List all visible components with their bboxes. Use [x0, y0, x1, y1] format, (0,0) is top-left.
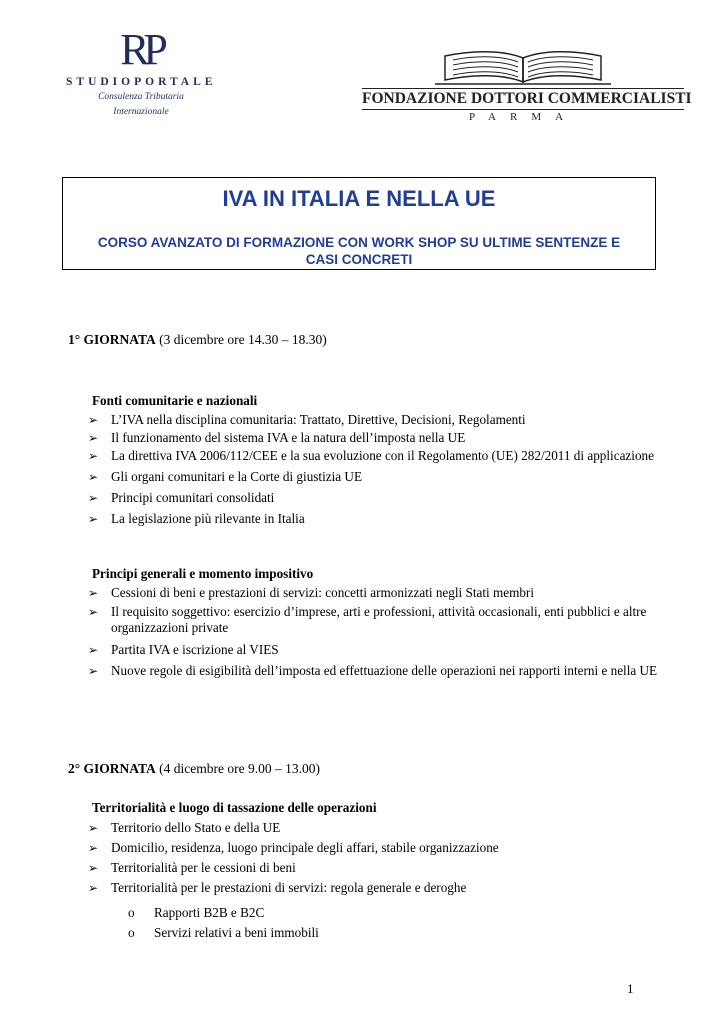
- list-item: ➢ Territorialità per le cessioni di beni: [88, 860, 296, 875]
- day2-heading: [68, 761, 320, 777]
- arrow-bullet-icon: ➢: [88, 841, 99, 855]
- main-title: IVA IN ITALIA E NELLA UE: [222, 186, 496, 211]
- list-item: ➢ Gli organi comunitari e la Corte di giustizia UE: [88, 469, 362, 484]
- fondazione-name: FONDAZIONE DOTTORI COMMERCIALISTI: [362, 88, 684, 110]
- sub-bullet-list: [128, 905, 319, 941]
- studioportale-logo: [66, 25, 217, 118]
- studioportale-sub2: Internazionale: [113, 107, 169, 117]
- arrow-bullet-icon: ➢: [88, 512, 99, 526]
- list-item: ➢ Principi comunitari consolidati: [88, 490, 275, 505]
- list-item: ➢ Partita IVA e iscrizione al VIES: [88, 642, 279, 657]
- list-item: ➢ Domicilio, residenza, luogo principale degli affari, stabile organizzazione: [88, 840, 499, 855]
- section-title: Territorialità e luogo di tassazione delle operazioni: [92, 800, 377, 815]
- list-item: ➢ Il funzionamento del sistema IVA e la natura dell’imposta nella UE: [88, 430, 466, 445]
- studioportale-name: STUDIOPORTALE: [66, 76, 217, 88]
- open-book-icon: [423, 50, 623, 86]
- list-item: ➢ La legislazione più rilevante in Italia: [88, 511, 305, 526]
- sub-list-item: o Rapporti B2B e B2C: [128, 905, 265, 920]
- list-item: ➢ La direttiva IVA 2006/112/CEE e la sua evoluzione con il Regolamento (UE) 282/2011 di applicazione: [88, 448, 654, 463]
- arrow-bullet-icon: ➢: [88, 861, 99, 875]
- arrow-bullet-icon: ➢: [88, 605, 99, 619]
- day1-when: (3 dicembre ore 14.30 – 18.30): [159, 332, 327, 347]
- list-item: ➢ Cessioni di beni e prestazioni di servizi: concetti armonizzati negli Stati membri: [88, 585, 534, 600]
- sub-title: CORSO AVANZATO DI FORMAZIONE CON WORK SHOP SU ULTIME SENTENZE E CASI CONCRETI: [97, 235, 621, 267]
- arrow-bullet-icon: ➢: [88, 413, 99, 427]
- arrow-bullet-icon: ➢: [88, 664, 99, 678]
- page-number: 1: [627, 981, 634, 996]
- circle-bullet-icon: o: [128, 905, 135, 920]
- list-item: ➢ L’IVA nella disciplina comunitaria: Trattato, Direttive, Decisioni, Regolamenti: [88, 412, 526, 427]
- fondazione-logo: [362, 50, 692, 123]
- list-item: ➢ Territorialità per le prestazioni di servizi: regola generale e deroghe: [88, 880, 467, 895]
- list-item: ➢ Nuove regole di esigibilità dell’imposta ed effettuazione delle operazioni nei rapporti interni e nella UE: [88, 663, 658, 678]
- arrow-bullet-icon: ➢: [88, 821, 99, 835]
- sub-list-item: o Servizi relativi a beni immobili: [128, 925, 319, 940]
- studioportale-sub1: Consulenza Tributaria: [98, 92, 184, 102]
- rp-monogram: RP: [120, 25, 162, 74]
- day1-heading: [68, 332, 327, 348]
- list-item: ➢ Territorio dello Stato e della UE: [88, 820, 281, 835]
- arrow-bullet-icon: ➢: [88, 431, 99, 445]
- bullet-list: [88, 585, 666, 679]
- fondazione-city: PARMA: [468, 111, 578, 123]
- list-item: ➢ Il requisito soggettivo: esercizio d’imprese, arti e professioni, attività occasionali, enti pubblici e altre organizzazioni private: [88, 604, 647, 635]
- circle-bullet-icon: o: [128, 925, 135, 940]
- title-box: [62, 177, 656, 270]
- arrow-bullet-icon: ➢: [88, 643, 99, 657]
- arrow-bullet-icon: ➢: [88, 449, 99, 463]
- bullet-list: [88, 412, 666, 527]
- day1-label: 1° GIORNATA: [68, 332, 156, 347]
- bullet-list: [88, 820, 666, 896]
- arrow-bullet-icon: ➢: [88, 470, 99, 484]
- section-title: Principi generali e momento impositivo: [92, 566, 314, 581]
- arrow-bullet-icon: ➢: [88, 586, 99, 600]
- arrow-bullet-icon: ➢: [88, 881, 99, 895]
- section-title: Fonti comunitarie e nazionali: [92, 393, 258, 408]
- day2-when: (4 dicembre ore 9.00 – 13.00): [159, 761, 320, 776]
- arrow-bullet-icon: ➢: [88, 491, 99, 505]
- day2-label: 2° GIORNATA: [68, 761, 156, 776]
